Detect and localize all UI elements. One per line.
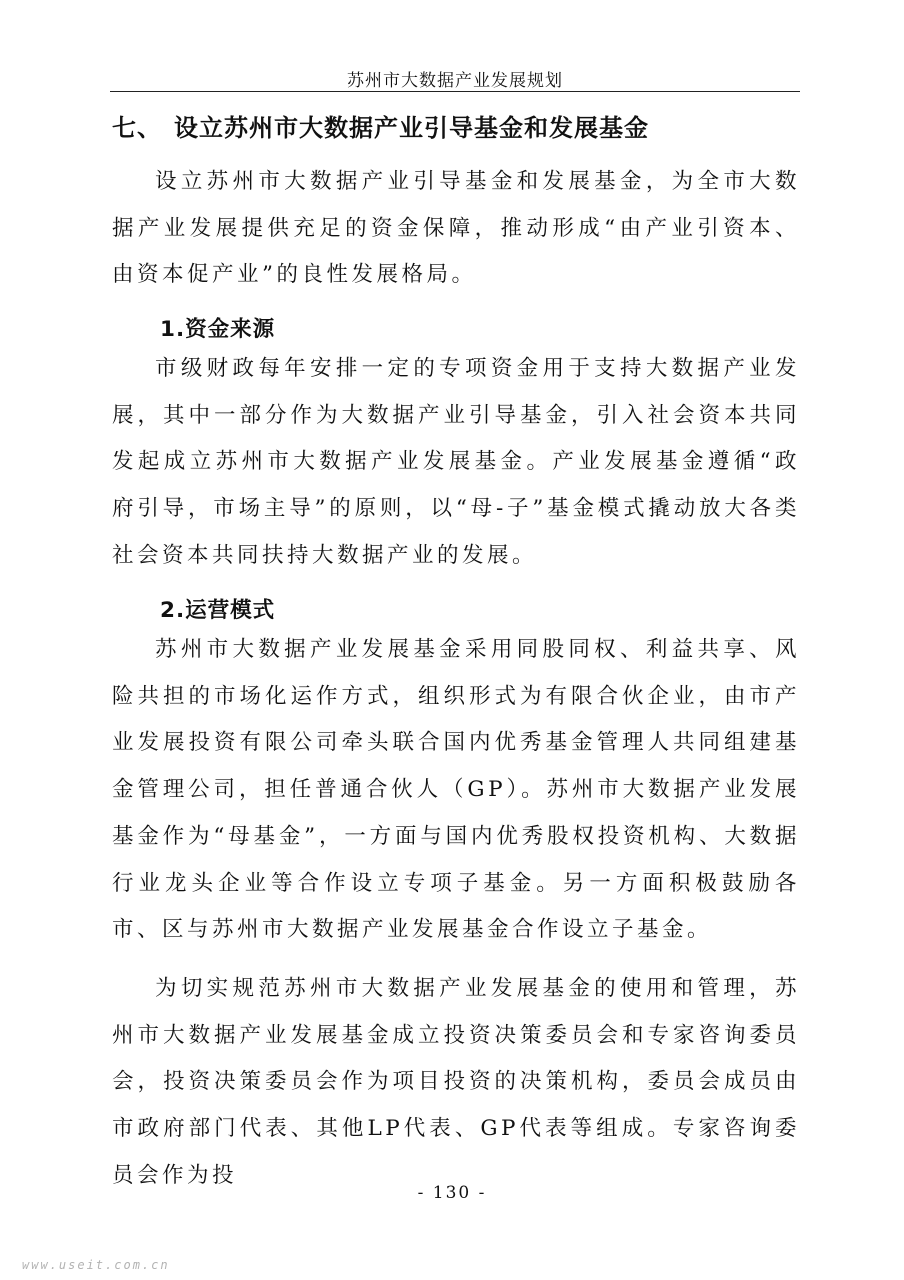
section-title-text: 设立苏州市大数据产业引导基金和发展基金 bbox=[174, 114, 649, 142]
governance-paragraph: 为切实规范苏州市大数据产业发展基金的使用和管理，苏州市大数据产业发展基金成立投资决策委员会和专家咨询委员会，投资决策委员会作为项目投资的决策机构，委员会成员由市政府部门代表、其他LP代表、GP代表等组成。专家咨询委员会作为投 bbox=[112, 976, 800, 1188]
intro-paragraph: 设立苏州市大数据产业引导基金和发展基金，为全市大数据产业发展提供充足的资金保障，推动形成“由产业引资本、由资本促产业”的良性发展格局。 bbox=[112, 169, 800, 288]
section-number: 七、 bbox=[112, 114, 162, 142]
subhead-funding-source: 1.资金来源 bbox=[160, 317, 276, 342]
running-header: 苏州市大数据产业发展规划 bbox=[347, 71, 563, 91]
subhead-operation-mode: 2.运营模式 bbox=[160, 598, 276, 623]
funding-source-paragraph: 市级财政每年安排一定的专项资金用于支持大数据产业发展，其中一部分作为大数据产业引导基金，引入社会资本共同发起成立苏州市大数据产业发展基金。产业发展基金遵循“政府引导，市场主导”的原则，以“母-子”基金模式撬动放大各类社会资本共同扶持大数据产业的发展。 bbox=[112, 356, 800, 568]
watermark: www.useit.com.cn bbox=[22, 1258, 170, 1272]
section-title bbox=[112, 108, 649, 143]
page-number: - 130 - bbox=[417, 1183, 487, 1203]
operation-mode-paragraph: 苏州市大数据产业发展基金采用同股同权、利益共享、风险共担的市场化运作方式，组织形式为有限合伙企业，由市产业发展投资有限公司牵头联合国内优秀基金管理人共同组建基金管理公司，担任普通合伙人（GP）。苏州市大数据产业发展基金作为“母基金”，一方面与国内优秀股权投资机构、大数据行业龙头企业等合作设立专项子基金。另一方面积极鼓励各市、区与苏州市大数据产业发展基金合作设立子基金。 bbox=[112, 637, 800, 943]
header-rule bbox=[110, 91, 800, 92]
